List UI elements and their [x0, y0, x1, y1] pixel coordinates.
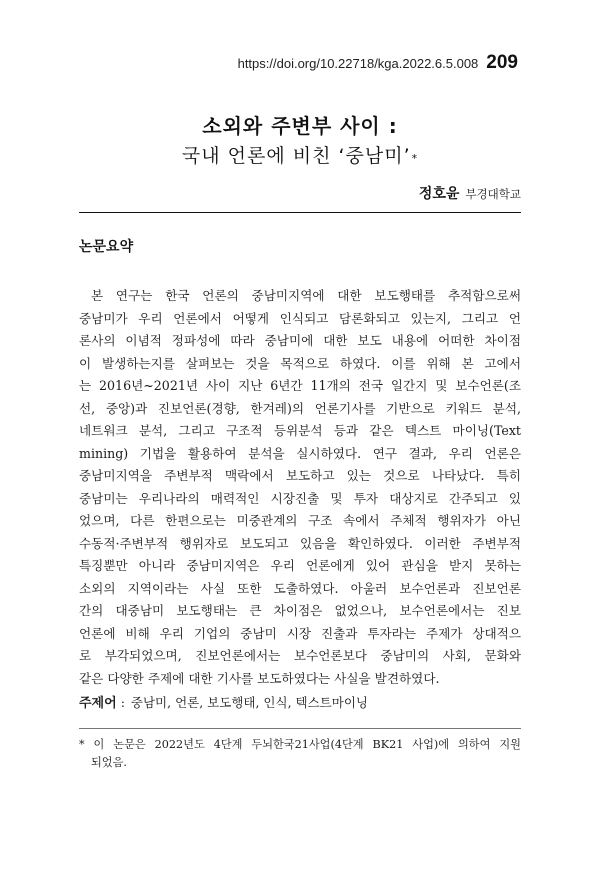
keywords-text: 중남미, 언론, 보도행태, 인식, 텍스트마이닝 [130, 695, 368, 710]
abstract-heading: 논문요약 [79, 239, 134, 255]
abstract-line: 론사의 이념적 정파성에 따라 중남미에 대한 보도 내용에 어떠한 차이점 [79, 333, 521, 348]
abstract-line: 이 발생하는지를 살펴보는 것을 목적으로 하였다. 이를 위해 본 고에서 [79, 355, 521, 371]
running-header [0, 52, 518, 74]
paper-subtitle-text: 국내 언론에 비친 ‘중남미’ [181, 145, 411, 167]
author-line [0, 183, 521, 203]
abstract-body [79, 285, 521, 690]
abstract-line: 수동적·주변부적 행위자로 보도되고 있음을 확인하였다. 이러한 주변부적 [79, 535, 521, 551]
abstract-line: 중남미가 우리 언론에서 어떻게 인식되고 담론화되고 있는지, 그리고 언 [79, 310, 521, 326]
abstract-line: 언론에 비해 우리 기업의 중남미 시장 진출과 투자라는 주제가 상대적으 [79, 625, 521, 641]
abstract-line: 었으며, 다른 한편으로는 미중관계의 구조 속에서 주체적 행위자가 아닌 [79, 513, 521, 528]
abstract-line: 중남미지역을 주변부적 맥락에서 보도하고 있는 것으로 나타났다. 특히 [79, 468, 521, 483]
author-name: 정호윤 [418, 186, 460, 202]
abstract-line: 본 연구는 한국 언론의 중남미지역에 대한 보도행태를 추적함으로써 [91, 288, 521, 303]
paper-subtitle [0, 143, 600, 172]
abstract-line: 는 2016년~2021년 사이 지난 6년간 11개의 전국 일간지 및 보수언론(조 [79, 378, 521, 393]
footnote-line: 되었음. [91, 756, 127, 769]
abstract-line: 중남미는 우리나라의 매력적인 시장진출 및 투자 대상지로 간주되고 있 [79, 490, 521, 506]
footnote [79, 736, 521, 772]
keywords-label: 주제어 [79, 696, 117, 711]
abstract-line: 선, 중앙)과 진보언론(경향, 한겨레)의 언론기사를 기반으로 키워드 분석, [79, 400, 521, 416]
footnote-divider [79, 728, 521, 729]
title-footnote-mark: * [411, 152, 419, 165]
keywords-separator: : [120, 695, 125, 710]
title-block [0, 113, 600, 172]
doi-link[interactable]: https://doi.org/10.22718/kga.2022.6.5.008 [237, 56, 479, 71]
abstract-line: 간의 대중남미 보도행태는 큰 차이점은 없었으나, 보수언론에서는 진보 [79, 603, 521, 618]
footnote-line: * 이 논문은 2022년도 4단계 두뇌한국21사업(4단계 BK21 사업)에 의하여 지원 [79, 738, 521, 751]
abstract-line: 네트워크 분석, 그리고 구조적 등위분석 등과 같은 텍스트 마이닝(Text [79, 423, 521, 438]
abstract-line: mining) 기법을 활용하여 분석을 실시하였다. 연구 결과, 우리 언론은 [79, 445, 521, 461]
author-affiliation: 부경대학교 [465, 187, 521, 201]
abstract-line: 소외의 지역이라는 사실 또한 도출하였다. 아울러 보수언론과 진보언론 [79, 580, 521, 596]
abstract-line: 로 부각되었으며, 진보언론에서는 보수언론보다 중남미의 사회, 문화와 [79, 648, 521, 663]
title-divider [79, 212, 521, 213]
keywords-line [79, 692, 368, 711]
abstract-line: 특징뿐만 아니라 중남미지역은 우리 언론에게 있어 관심을 받지 못하는 [79, 558, 521, 573]
page-number: 209 [486, 52, 518, 73]
abstract-line: 같은 다양한 주제에 대한 기사를 보도하였다는 사실을 발견하였다. [79, 670, 440, 686]
paper-title: 소외와 주변부 사이 : [202, 114, 398, 138]
